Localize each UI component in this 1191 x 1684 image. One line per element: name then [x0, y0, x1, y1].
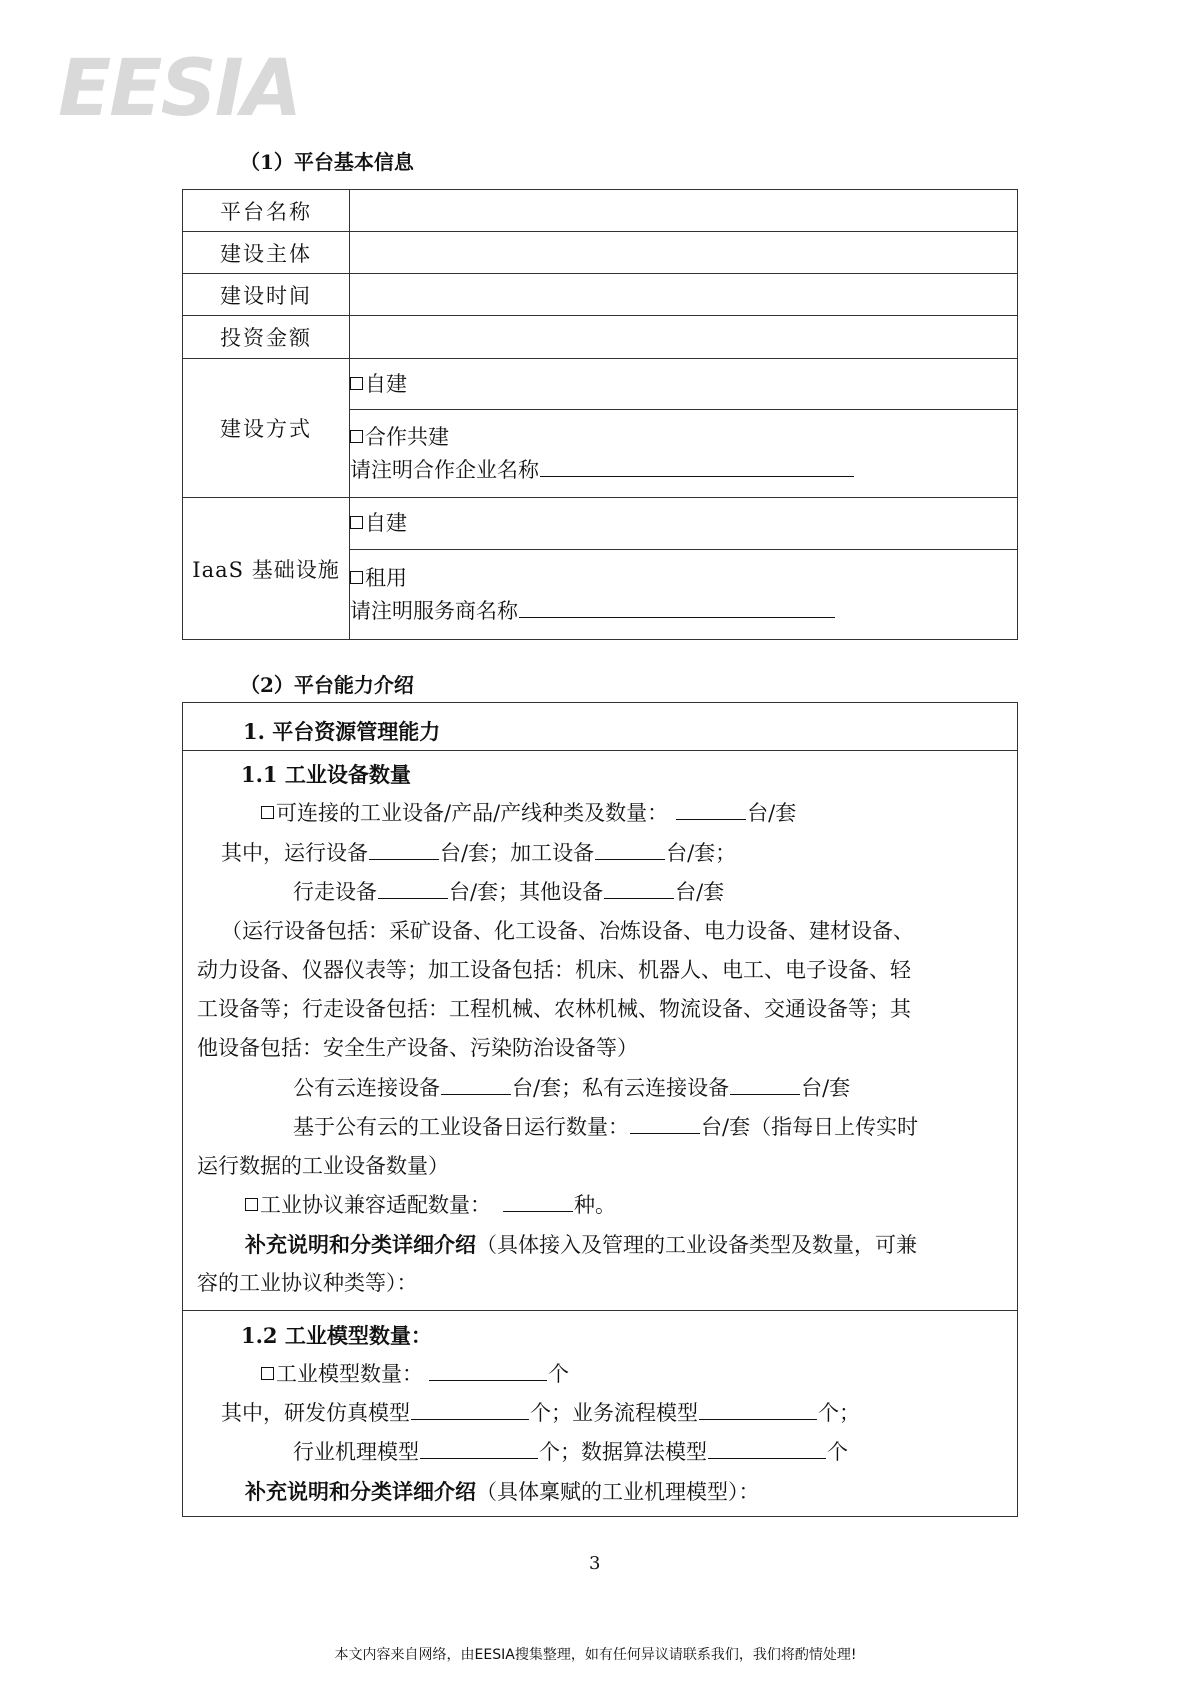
device-desc-line: 动力设备、仪器仪表等；加工设备包括：机床、机器人、电工、电子设备、轻	[197, 958, 911, 982]
build-mode-coop-option[interactable]	[350, 410, 1018, 498]
checkbox-icon[interactable]	[350, 430, 363, 443]
unit-text: 台/套	[801, 1076, 851, 1100]
checkbox-icon[interactable]	[261, 1367, 274, 1380]
table-row	[183, 190, 1018, 232]
unit-text: 台/套；	[666, 841, 737, 865]
build-time-label: 建设时间	[183, 274, 350, 316]
coop-company-blank[interactable]	[540, 475, 854, 477]
processing-device-label: 台/套；加工设备	[440, 841, 595, 865]
table-row	[183, 498, 1018, 550]
divider	[183, 1310, 1017, 1311]
other-device-label: 台/套；其他设备	[449, 880, 604, 904]
device-count-text: 可连接的工业设备/产品/产线种类及数量：	[276, 801, 669, 825]
section1-title: （1）平台基本信息	[240, 150, 414, 174]
provider-note: 请注明服务商名称	[350, 598, 518, 623]
running-device-blank[interactable]	[369, 858, 439, 860]
builder-label: 建设主体	[183, 232, 350, 274]
daily-running-note-2: 运行数据的工业设备数量）	[197, 1154, 449, 1178]
moving-device-blank[interactable]	[378, 897, 448, 899]
mechanism-model-blank[interactable]	[420, 1457, 538, 1459]
investment-label: 投资金额	[183, 316, 350, 359]
cloud-device-line	[293, 1078, 850, 1099]
mechanism-model-label: 行业机理模型	[293, 1440, 419, 1464]
protocol-label: 工业协议兼容适配数量：	[260, 1193, 491, 1217]
rd-model-label: 其中，研发仿真模型	[221, 1401, 410, 1425]
model-count-blank[interactable]	[429, 1379, 547, 1381]
iaas-rent-option[interactable]	[350, 550, 1018, 640]
supplement-text: （具体稟赋的工业机理模型）：	[476, 1480, 760, 1504]
unit-text: 台/套	[747, 801, 797, 825]
daily-running-line	[293, 1117, 918, 1138]
divider	[183, 750, 1017, 751]
build-time-field[interactable]	[350, 274, 1018, 316]
supplement-bold: 补充说明和分类详细介绍	[245, 1232, 476, 1257]
sub12-title: 1.2 工业模型数量：	[241, 1323, 432, 1348]
rd-model-blank[interactable]	[411, 1418, 529, 1420]
iaas-label	[183, 498, 350, 640]
section2-title: （2）平台能力介绍	[240, 673, 414, 697]
build-mode-text: 建设方式	[220, 417, 312, 441]
model-types-line-2	[293, 1442, 848, 1463]
private-cloud-blank[interactable]	[730, 1093, 800, 1095]
device-types-line	[221, 843, 736, 864]
page-number: 3	[589, 1553, 601, 1574]
provider-blank[interactable]	[519, 616, 835, 618]
daily-running-label: 基于公有云的工业设备日运行数量：	[293, 1115, 629, 1139]
protocol-unit: 种。	[574, 1193, 616, 1217]
checkbox-icon[interactable]	[350, 516, 363, 529]
iaas-self-option[interactable]	[350, 498, 1018, 550]
device-types-line-2	[293, 882, 724, 903]
public-cloud-blank[interactable]	[441, 1093, 511, 1095]
platform-name-field[interactable]	[350, 190, 1018, 232]
supplement-bold: 补充说明和分类详细介绍	[245, 1479, 476, 1504]
device-desc-line: 他设备包括：安全生产设备、污染防治设备等）	[197, 1036, 638, 1060]
option-label: 自建	[365, 371, 407, 396]
table-row	[183, 359, 1018, 410]
builder-field[interactable]	[350, 232, 1018, 274]
option-label: 租用	[365, 566, 407, 591]
daily-running-note: 台/套（指每日上传实时	[701, 1115, 919, 1139]
device-count-blank[interactable]	[676, 818, 746, 820]
option-label: 自建	[365, 511, 407, 536]
algorithm-model-label: 个；数据算法模型	[539, 1440, 707, 1464]
process-model-label: 个；业务流程模型	[530, 1401, 698, 1425]
supplement-line-2: 容的工业协议种类等）：	[197, 1271, 418, 1295]
protocol-blank[interactable]	[503, 1210, 573, 1212]
basic-info-table	[182, 189, 1018, 640]
device-count-line	[261, 803, 796, 824]
other-device-blank[interactable]	[604, 897, 674, 899]
model-supplement-line	[245, 1481, 760, 1503]
supplement-text: （具体接入及管理的工业设备类型及数量，可兼	[476, 1233, 917, 1257]
iaas-text: IaaS 基础设施	[192, 557, 340, 582]
model-types-line	[221, 1403, 860, 1424]
platform-name-label: 平台名称	[183, 190, 350, 232]
eesia-logo: EESIA	[58, 44, 301, 134]
checkbox-icon[interactable]	[245, 1198, 258, 1211]
running-device-label: 其中，运行设备	[221, 841, 368, 865]
checkbox-icon[interactable]	[350, 571, 363, 584]
public-cloud-label: 公有云连接设备	[293, 1076, 440, 1100]
checkbox-icon[interactable]	[261, 806, 274, 819]
resource-heading: 1. 平台资源管理能力	[243, 719, 441, 744]
capability-box	[182, 702, 1018, 1517]
supplement-line	[245, 1234, 917, 1256]
process-model-blank[interactable]	[699, 1418, 817, 1420]
footer-note: 本文内容来自网络，由EESIA搜集整理，如有任何异议请联系我们，我们将酌情处理!	[334, 1647, 857, 1663]
device-desc-line: （运行设备包括：采矿设备、化工设备、冶炼设备、电力设备、建材设备、	[221, 919, 914, 943]
table-row	[183, 316, 1018, 359]
build-mode-self-option[interactable]	[350, 359, 1018, 410]
unit-text: 个	[548, 1362, 569, 1386]
checkbox-icon[interactable]	[350, 377, 363, 390]
moving-device-label: 行走设备	[293, 880, 377, 904]
model-count-label: 工业模型数量：	[276, 1362, 423, 1386]
algorithm-model-blank[interactable]	[708, 1457, 826, 1459]
processing-device-blank[interactable]	[595, 858, 665, 860]
protocol-line	[245, 1195, 616, 1216]
private-cloud-label: 台/套；私有云连接设备	[512, 1076, 730, 1100]
unit-text: 台/套	[675, 880, 725, 904]
coop-company-note: 请注明合作企业名称	[350, 457, 539, 482]
investment-field[interactable]	[350, 316, 1018, 359]
device-desc-line: 工设备等；行走设备包括：工程机械、农林机械、物流设备、交通设备等；其	[197, 997, 911, 1021]
table-row	[183, 232, 1018, 274]
build-mode-label	[183, 359, 350, 498]
model-count-line	[261, 1364, 569, 1385]
daily-running-blank[interactable]	[630, 1132, 700, 1134]
unit-text: 个；	[818, 1401, 860, 1425]
sub11-title: 1.1 工业设备数量	[241, 762, 411, 787]
unit-text: 个	[827, 1440, 848, 1464]
table-row	[183, 274, 1018, 316]
option-label: 合作共建	[365, 425, 449, 450]
